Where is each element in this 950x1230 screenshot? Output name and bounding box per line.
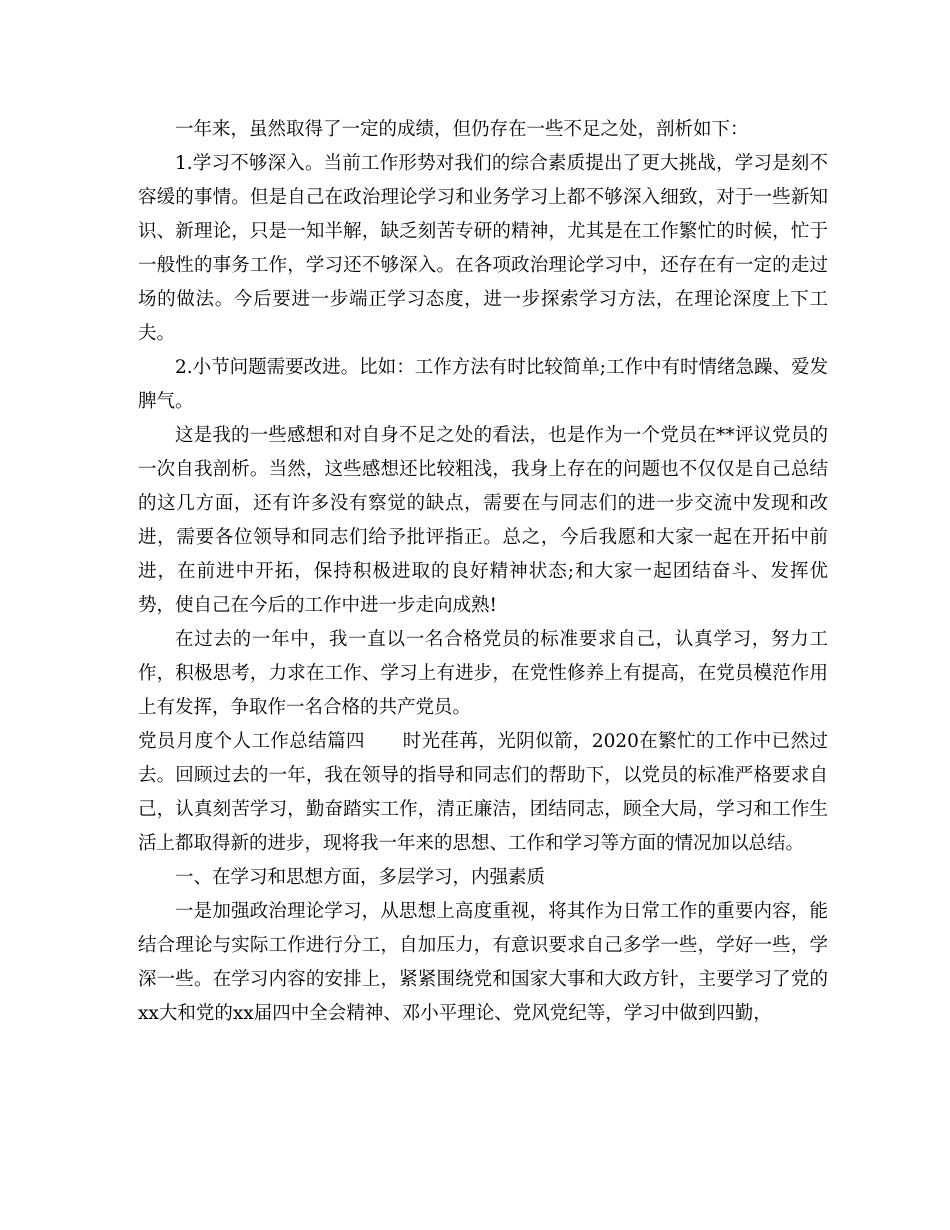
document-body — [138, 113, 828, 1031]
paragraph-self-reflection: 这是我的一些感想和对自身不足之处的看法，也是作为一个党员在**评议党员的一次自我剖析。当然，这些感想还比较粗浅，我身上存在的问题也不仅仅是自己总结的这几方面，还有许多没有察觉的缺点，需要在与同志们的进一步交流中发现和改进，需要各位领导和同志们给予批评指正。总之，今后我愿和大家一起在开拓中前进，在前进中开拓，保持积极进取的良好精神状态;和大家一起团结奋斗、发挥优势，使自己在今后的工作中进一步走向成熟! — [138, 425, 828, 616]
paragraph-self-analysis-intro: 一年来，虽然取得了一定的成绩，但仍存在一些不足之处，剖析如下： — [175, 119, 749, 140]
paragraph-study-not-deep: 1.学习不够深入。当前工作形势对我们的综合素质提出了更大挑战，学习是刻不容缓的事情。但是自己在政治理论学习和业务学习上都不够深入细致，对于一些新知识、新理论，只是一知半解，缺乏刻苦专研的精神，尤其是在工作繁忙的时候，忙于一般性的事务工作，学习还不够深入。在各项政治理论学习中，还存在有一定的走过场的做法。今后要进一步端正学习态度，进一步探索学习方法，在理论深度上下工夫。 — [138, 153, 828, 344]
paragraph-section-four-intro: 党员月度个人工作总结篇四 时光荏苒，光阴似箭，2020在繁忙的工作中已然过去。回顾过去的一年，我在领导的指导和同志们的帮助下，以党员的标准严格要求自己，认真刻苦学习，勤奋踏实工作，清正廉洁，团结同志，顾全大局，学习和工作生活上都取得新的进步，现将我一年来的思想、工作和学习等方面的情况加以总结。 — [138, 731, 828, 854]
section-heading-study-thought: 一、在学习和思想方面，多层学习，内强素质 — [175, 867, 546, 888]
paragraph-political-theory-study: 一是加强政治理论学习，从思想上高度重视，将其作为日常工作的重要内容，能结合理论与实际工作进行分工，自加压力，有意识要求自己多学一些，学好一些，学深一些。在学习内容的安排上，紧紧围绕党和国家大事和大政方针，主要学习了党的xx大和党的xx届四中全会精神、邓小平理论、党风党纪等，学习中做到四勤， — [138, 901, 828, 1024]
paragraph-minor-issues: 2.小节问题需要改进。比如：工作方法有时比较简单;工作中有时情绪急躁、爱发脾气。 — [138, 357, 828, 412]
paragraph-past-year: 在过去的一年中，我一直以一名合格党员的标准要求自己，认真学习，努力工作，积极思考，力求在工作、学习上有进步，在党性修养上有提高，在党员模范作用上有发挥，争取作一名合格的共产党员。 — [138, 629, 828, 718]
